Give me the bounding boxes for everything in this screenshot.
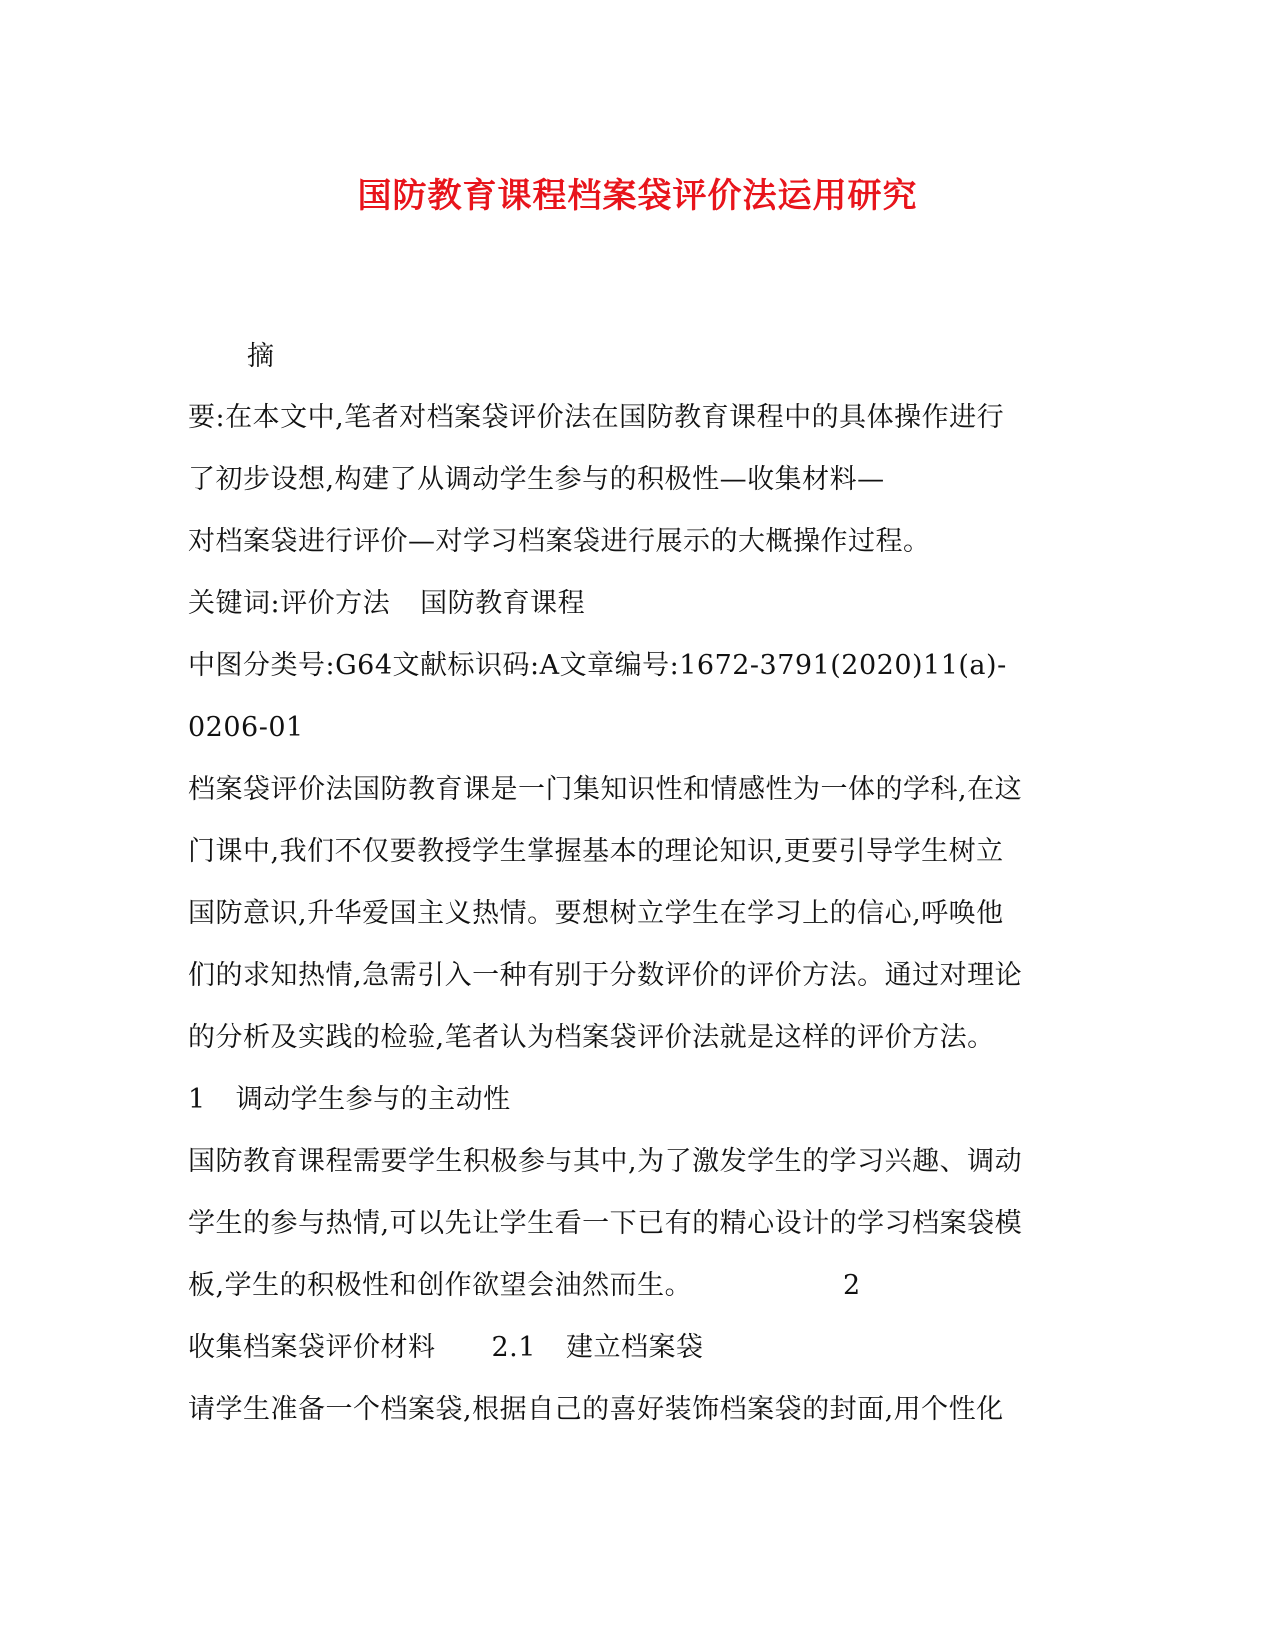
body-paragraph-line: 国防意识,升华爱国主义热情。要想树立学生在学习上的信心,呼唤他 bbox=[188, 898, 1004, 929]
section-title: 收集档案袋评价材料 bbox=[188, 1332, 436, 1363]
abstract-line: 对档案袋进行评价—对学习档案袋进行展示的大概操作过程。 bbox=[188, 526, 931, 557]
abstract-line: 要:在本文中,笔者对档案袋评价法在国防教育课程中的具体操作进行 bbox=[188, 402, 1005, 433]
body-paragraph-line: 门课中,我们不仅要教授学生掌握基本的理论知识,更要引导学生树立 bbox=[188, 836, 1004, 867]
body-paragraph-line: 们的求知热情,急需引入一种有别于分数评价的评价方法。通过对理论 bbox=[188, 960, 1023, 991]
section-number: 2 bbox=[843, 1270, 861, 1301]
section-number: 1 bbox=[188, 1084, 206, 1115]
body-paragraph-line: 的分析及实践的检验,笔者认为档案袋评价法就是这样的评价方法。 bbox=[188, 1022, 995, 1053]
subsection-title: 建立档案袋 bbox=[565, 1332, 704, 1363]
paragraph-text: 板,学生的积极性和创作欲望会油然而生。 bbox=[188, 1270, 693, 1301]
abstract-label: 摘 bbox=[247, 341, 275, 372]
keywords-value: 国防教育课程 bbox=[420, 588, 586, 619]
subsection-number: 2.1 bbox=[491, 1332, 536, 1363]
body-paragraph-line: 国防教育课程需要学生积极参与其中,为了激发学生的学习兴趣、调动 bbox=[188, 1146, 1023, 1177]
body-paragraph-line: 请学生准备一个档案袋,根据自己的喜好装饰档案袋的封面,用个性化 bbox=[188, 1394, 1004, 1425]
classification-line: 中图分类号:G64文献标识码:A文章编号:1672-3791(2020)11(a)- bbox=[188, 650, 1007, 681]
body-paragraph-line: 档案袋评价法国防教育课是一门集知识性和情感性为一体的学科,在这 bbox=[188, 774, 1023, 805]
classification-line: 0206-01 bbox=[188, 712, 304, 743]
document-title: 国防教育课程档案袋评价法运用研究 bbox=[357, 176, 918, 216]
abstract-line: 了初步设想,构建了从调动学生参与的积极性—收集材料— bbox=[188, 464, 885, 495]
body-paragraph-line bbox=[188, 1268, 692, 1304]
section-heading bbox=[188, 1330, 703, 1366]
keywords-label: 关键词:评价方法 bbox=[188, 588, 391, 619]
section-heading bbox=[188, 1082, 511, 1118]
body-paragraph-line: 学生的参与热情,可以先让学生看一下已有的精心设计的学习档案袋模 bbox=[188, 1208, 1023, 1239]
section-title: 调动学生参与的主动性 bbox=[235, 1084, 511, 1115]
keywords-line bbox=[188, 586, 585, 622]
